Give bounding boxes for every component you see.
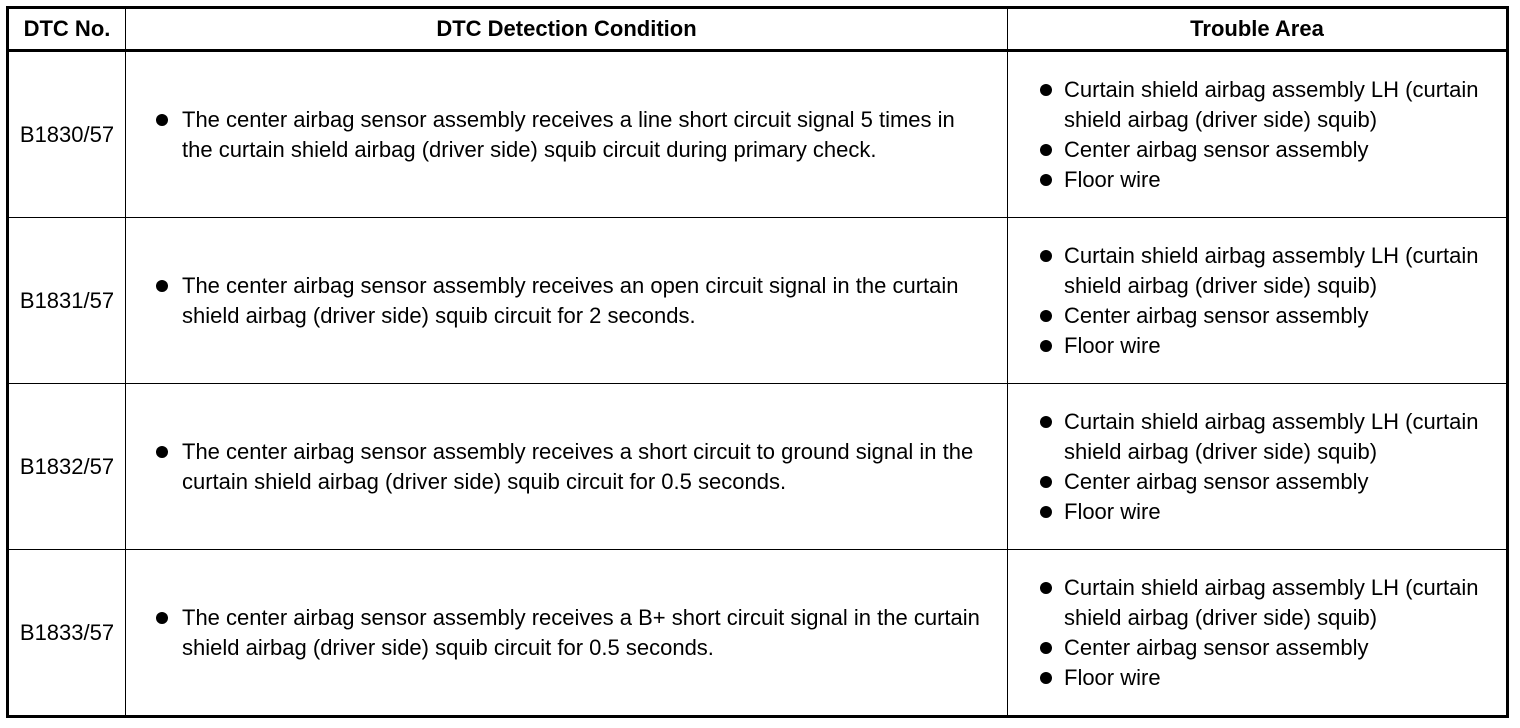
table-row: [8, 218, 1508, 384]
list-item: [1034, 573, 1496, 633]
table-header-row: [8, 8, 1508, 51]
list-item: [1034, 241, 1496, 301]
table-row: [8, 550, 1508, 717]
list-item: [1034, 75, 1496, 135]
list-item: [1034, 165, 1496, 195]
trouble-area-cell: [1008, 51, 1508, 218]
trouble-area-text: Curtain shield airbag assembly LH (curtain shield airbag (driver side) squib): [1064, 242, 1479, 298]
list-item: [150, 603, 989, 663]
header-detection-condition: DTC Detection Condition: [126, 8, 1008, 51]
bullet-icon: [1040, 174, 1052, 186]
bullet-icon: [1040, 476, 1052, 488]
detection-condition-cell: [126, 218, 1008, 384]
dtc-table: [6, 6, 1509, 718]
bullet-icon: [1040, 642, 1052, 654]
header-trouble-area: Trouble Area: [1008, 8, 1508, 51]
detection-condition-text: The center airbag sensor assembly receives a line short circuit signal 5 times in the curtain shield airbag (driver side) squib circuit during primary check.: [182, 106, 955, 162]
detection-condition-cell: [126, 384, 1008, 550]
bullet-icon: [1040, 84, 1052, 96]
list-item: [150, 437, 989, 497]
trouble-area-text: Center airbag sensor assembly: [1064, 468, 1369, 494]
list-item: [150, 105, 989, 165]
bullet-icon: [1040, 340, 1052, 352]
bullet-icon: [1040, 506, 1052, 518]
trouble-area-text: Curtain shield airbag assembly LH (curtain shield airbag (driver side) squib): [1064, 76, 1479, 132]
detection-condition-text: The center airbag sensor assembly receives an open circuit signal in the curtain shield airbag (driver side) squib circuit for 2 seconds.: [182, 272, 959, 328]
list-item: [1034, 331, 1496, 361]
list-item: [1034, 407, 1496, 467]
table-row: [8, 384, 1508, 550]
detection-condition-cell: [126, 550, 1008, 717]
trouble-area-cell: [1008, 218, 1508, 384]
bullet-icon: [1040, 250, 1052, 262]
trouble-area-text: Curtain shield airbag assembly LH (curtain shield airbag (driver side) squib): [1064, 408, 1479, 464]
trouble-area-text: Floor wire: [1064, 166, 1161, 192]
header-dtc-no: DTC No.: [8, 8, 126, 51]
list-item: [1034, 663, 1496, 693]
list-item: [150, 271, 989, 331]
trouble-area-text: Center airbag sensor assembly: [1064, 302, 1369, 328]
bullet-icon: [156, 612, 168, 624]
trouble-area-cell: [1008, 550, 1508, 717]
trouble-area-text: Floor wire: [1064, 498, 1161, 524]
bullet-icon: [156, 446, 168, 458]
list-item: [1034, 301, 1496, 331]
list-item: [1034, 633, 1496, 663]
trouble-area-text: Center airbag sensor assembly: [1064, 136, 1369, 162]
trouble-area-text: Center airbag sensor assembly: [1064, 634, 1369, 660]
bullet-icon: [156, 114, 168, 126]
list-item: [1034, 135, 1496, 165]
dtc-number: B1833/57: [8, 550, 126, 717]
list-item: [1034, 497, 1496, 527]
bullet-icon: [156, 280, 168, 292]
list-item: [1034, 467, 1496, 497]
dtc-number: B1830/57: [8, 51, 126, 218]
dtc-number: B1832/57: [8, 384, 126, 550]
trouble-area-text: Floor wire: [1064, 332, 1161, 358]
detection-condition-cell: [126, 51, 1008, 218]
table-row: [8, 51, 1508, 218]
bullet-icon: [1040, 582, 1052, 594]
detection-condition-text: The center airbag sensor assembly receives a B+ short circuit signal in the curtain shield airbag (driver side) squib circuit for 0.5 seconds.: [182, 604, 980, 660]
bullet-icon: [1040, 144, 1052, 156]
bullet-icon: [1040, 416, 1052, 428]
dtc-number: B1831/57: [8, 218, 126, 384]
trouble-area-cell: [1008, 384, 1508, 550]
detection-condition-text: The center airbag sensor assembly receives a short circuit to ground signal in the curtain shield airbag (driver side) squib circuit for 0.5 seconds.: [182, 438, 974, 494]
trouble-area-text: Curtain shield airbag assembly LH (curtain shield airbag (driver side) squib): [1064, 574, 1479, 630]
trouble-area-text: Floor wire: [1064, 664, 1161, 690]
bullet-icon: [1040, 672, 1052, 684]
bullet-icon: [1040, 310, 1052, 322]
